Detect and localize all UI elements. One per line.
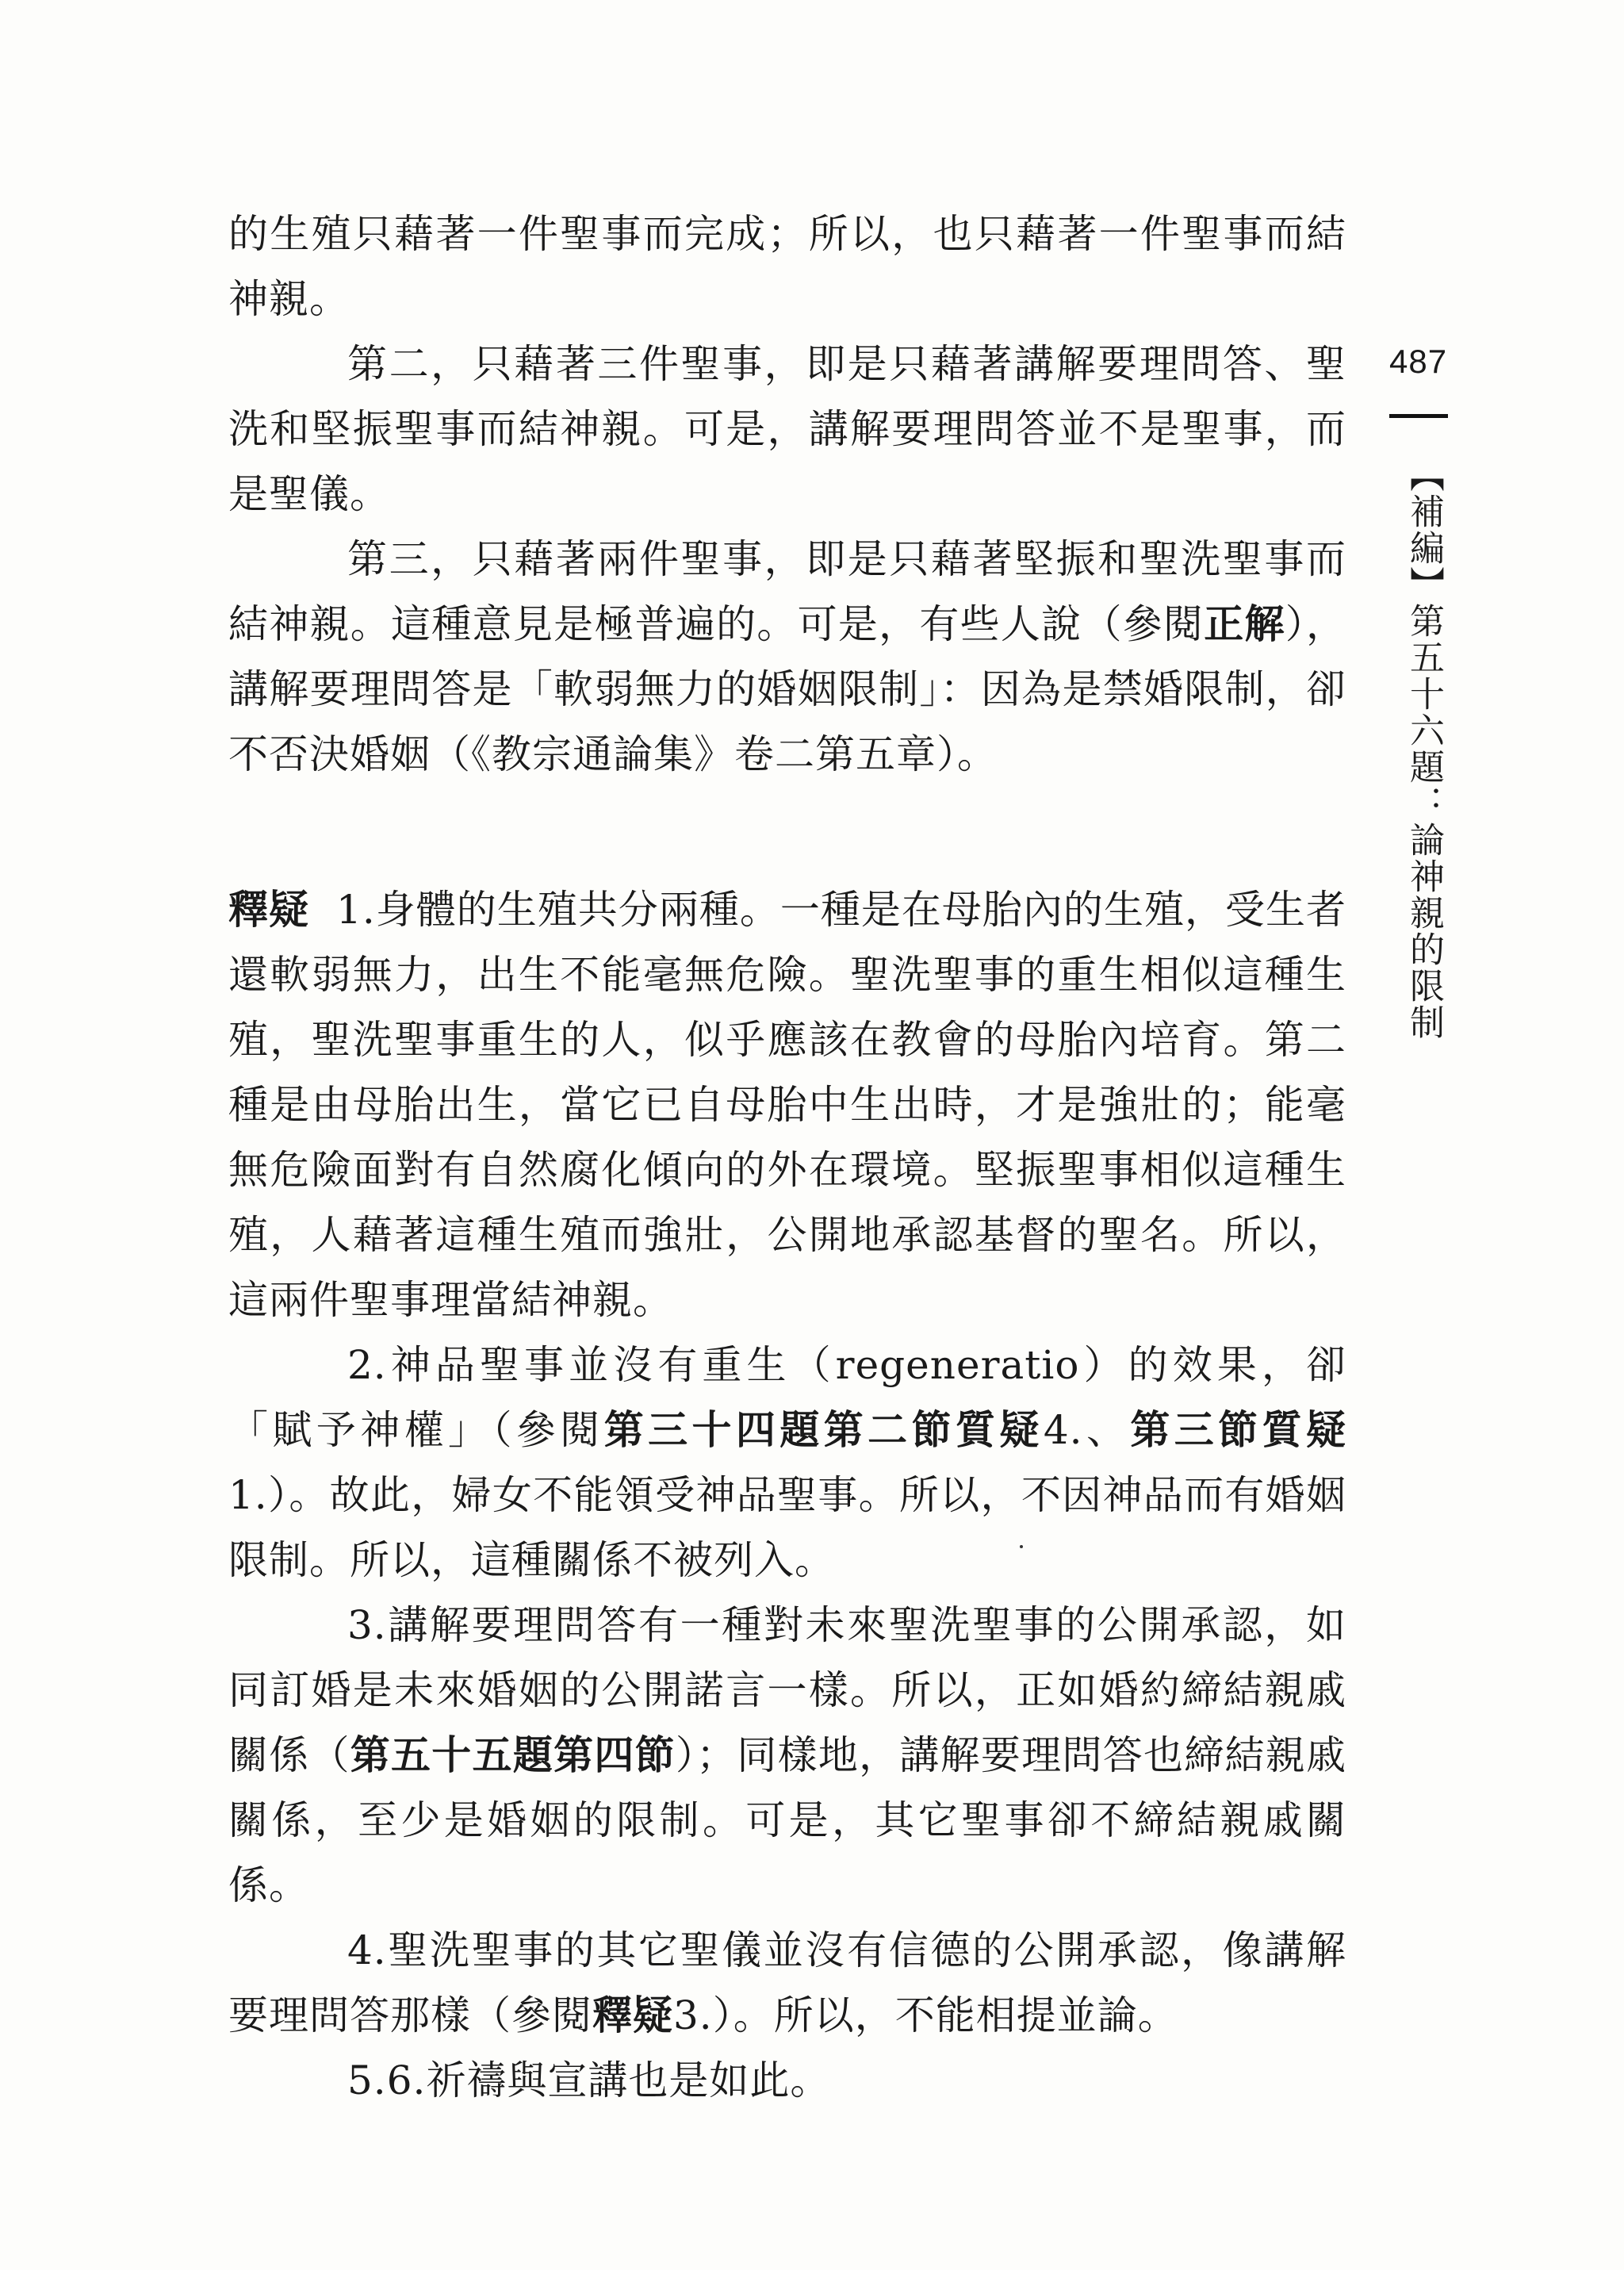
text-run: 第三，只藉著兩件聖事，即是只藉著堅振和聖洗聖事而結神親。這種意見是極普遍的。可是，有些人說（參閱	[228, 536, 1346, 647]
text-run: 4.聖洗聖事的其它聖儀並沒有信德的公開承認，像講解要理問答那樣（參閱	[228, 1927, 1346, 2038]
text-run: 1.）。故此，婦女不能領受神品聖事。所以，不因神品而有婚姻限制。所以，這種關係不被列入。	[228, 1472, 1346, 1583]
paragraph-third-view	[228, 527, 1346, 787]
paragraph-second-view: 第二，只藉著三件聖事，即是只藉著講解要理問答、聖洗和堅振聖事而結神親。可是，講解要理問答並不是聖事，而是聖儀。	[228, 341, 1346, 517]
text-run: ），講解要理問答是「軟弱無力的婚姻限制」：因為是禁婚限制，卻不否決婚姻（《教宗通論集》卷二第五章）。	[228, 601, 1347, 777]
page-number: 487	[1389, 343, 1448, 380]
scan-speck	[1020, 1545, 1023, 1548]
cross-reference: 第三十四題第二節質疑	[603, 1407, 1044, 1453]
reply-3	[228, 1593, 1346, 1918]
header-rule	[1389, 414, 1448, 418]
running-head: 【補編】第五十六題：論神親的限制	[1404, 457, 1444, 1041]
reply-2	[228, 1332, 1346, 1593]
text-run: 4.、	[1043, 1407, 1131, 1453]
cross-reference: 第三節質疑	[1130, 1407, 1347, 1453]
reply-1	[228, 877, 1346, 1332]
text-run: 3.）。所以，不能相提並論。	[673, 1992, 1178, 2038]
reply-label: 釋疑	[228, 887, 310, 933]
text-run: ）；同樣地，講解要理問答也締結親戚關係，至少是婚姻的限制。可是，其它聖事卻不締結親戚關係。	[228, 1732, 1347, 1908]
text-run: 1.身體的生殖共分兩種。一種是在母胎內的生殖，受生者還軟弱無力，出生不能毫無危險。聖洗聖事的重生相似這種生殖，聖洗聖事重生的人，似乎應該在教會的母胎內培育。第二種是由母胎出生，當它已自母胎中生出時，才是強壯的；能毫無危險面對有自然腐化傾向的外在環境。堅振聖事相似這種生殖，人藉著這種生殖而強壯，公開地承認基督的聖名。所以，這兩件聖事理當結神親。	[228, 887, 1346, 1323]
reply-5-6: 5.6.祈禱與宣講也是如此。	[347, 2057, 831, 2103]
text-run: 2.神品聖事並沒有重生（regeneratio）的效果，卻「賦予神權」（參閱	[228, 1342, 1346, 1453]
cross-reference: 第五十五題第四節	[350, 1732, 676, 1778]
reply-4	[228, 1918, 1346, 2048]
cross-reference: 正解	[1204, 601, 1285, 647]
paragraph-continued: 的生殖只藉著一件聖事而完成；所以，也只藉著一件聖事而結神親。	[228, 211, 1346, 322]
section-gap	[228, 787, 1346, 877]
body-text	[228, 201, 1346, 2113]
cross-reference: 釋疑	[592, 1992, 673, 2038]
text-run: 3.講解要理問答有一種對未來聖洗聖事的公開承認，如同訂婚是未來婚姻的公開諾言一樣。所以，正如婚約締結親戚關係（	[228, 1602, 1346, 1778]
